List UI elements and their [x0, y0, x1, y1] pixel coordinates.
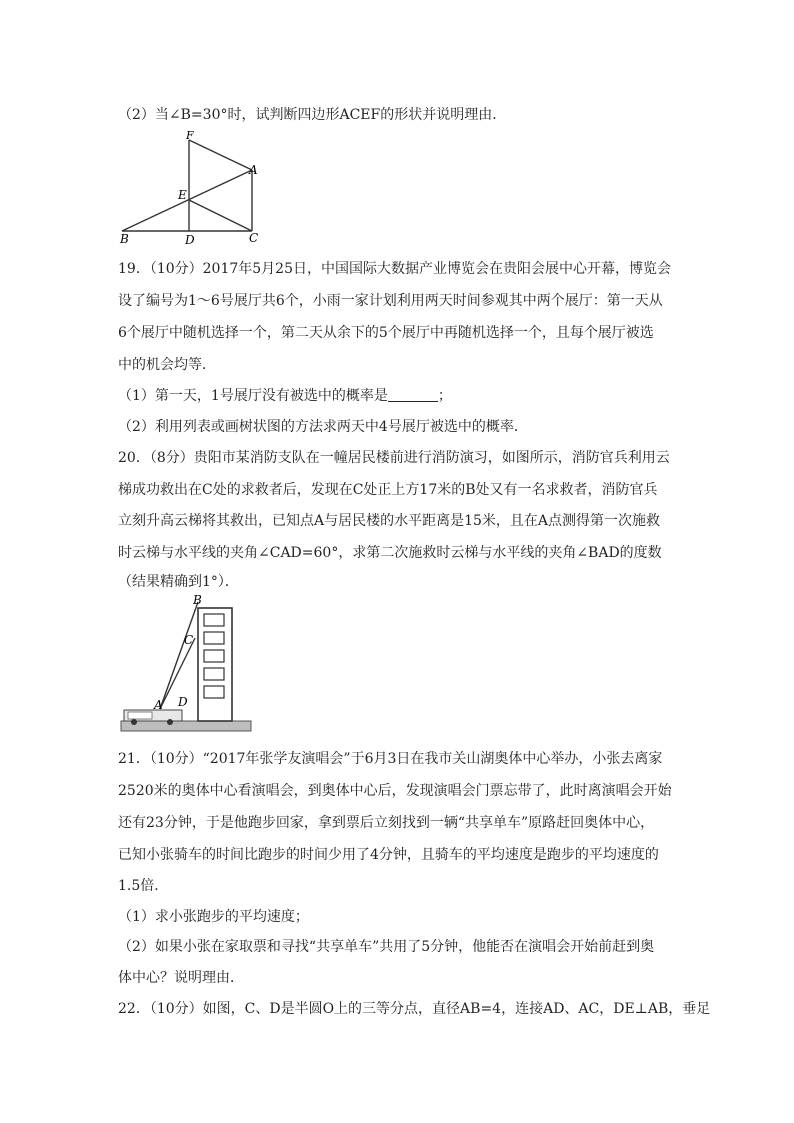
q19-sub2: （2）利用列表或画树状图的方法求两天中4号展厅被选中的概率．	[118, 419, 528, 435]
truck-wheel	[131, 719, 137, 725]
label-b: B	[120, 232, 129, 246]
label-c: C	[249, 231, 259, 245]
q20-line-4: 时云梯与水平线的夹角∠CAD=60°，求第二次施救时云梯与水平线的夹角∠BAD的度数	[118, 545, 662, 561]
q18-part2: （2）当∠B=30°时，试判断四边形ACEF的形状并说明理由．	[118, 107, 507, 123]
label-a: A	[154, 698, 163, 712]
truck-sign	[128, 712, 152, 719]
q19-line-1: 19．（10分）2017年5月25日，中国国际大数据产业博览会在贵阳会展中心开幕，博览会	[118, 261, 671, 277]
q21-line-4: 已知小张骑车的时间比跑步的时间少用了4分钟，且骑车的平均速度是跑步的平均速度的	[118, 847, 659, 863]
q19-line-2: 设了编号为1～6号展厅共6个，小雨一家计划利用两天时间参观其中两个展厅：第一天从	[118, 293, 663, 309]
q20-line-1: 20．（8分）贵阳市某消防支队在一幢居民楼前进行消防演习，如图所示，消防官兵利用云	[118, 450, 670, 466]
q19-sub1-end: ；	[437, 388, 452, 404]
q19-line-3: 6个展厅中随机选择一个，第二天从余下的5个展厅中再随机选择一个，且每个展厅被选	[118, 325, 654, 341]
segment-fa	[189, 140, 252, 170]
q21-sub2-line-1: （2）如果小张在家取票和寻找“共享单车”共用了5分钟，他能否在演唱会开始前赶到奥	[118, 939, 655, 955]
label-e: E	[178, 188, 187, 202]
label-b: B	[193, 594, 202, 607]
q22-line-1: 22．（10分）如图，C、D是半圆O上的三等分点，直径AB=4，连接AD、AC，DE⊥AB，垂足	[118, 1001, 711, 1017]
segment-ec	[189, 200, 252, 231]
answer-blank	[388, 387, 438, 402]
q20-line-5: （结果精确到1°）．	[118, 574, 239, 590]
label-c: C	[184, 633, 194, 647]
q20-line-3: 立刻升高云梯将其救出，已知点A与居民楼的水平距离是15米，且在A点测得第一次施救	[118, 513, 661, 529]
q20-figure	[118, 594, 258, 734]
label-f: F	[186, 129, 194, 142]
label-d: D	[185, 233, 195, 247]
q21-line-1: 21．（10分）“2017年张学友演唱会”于6月3日在我市关山湖奥体中心举办，小张去离家	[118, 751, 663, 767]
q19-sub1-text: （1）第一天，1号展厅没有被选中的概率是	[118, 388, 388, 404]
label-a: A	[249, 163, 258, 177]
building-window	[204, 632, 224, 644]
q19-line-4: 中的机会均等．	[118, 357, 216, 373]
ladder-ab	[160, 602, 198, 709]
q21-line-5: 1.5倍．	[118, 878, 169, 894]
q21-line-3: 还有23分钟，于是他跑步回家，拿到票后立刻找到一辆“共享单车”原路赶回奥体中心，	[118, 815, 655, 831]
building-window	[204, 686, 224, 698]
truck-wheel	[167, 719, 173, 725]
q21-line-2: 2520米的奥体中心看演唱会，到奥体中心后，发现演唱会门票忘带了，此时离演唱会开始	[118, 783, 672, 799]
q19-sub1	[118, 386, 678, 406]
building-window	[204, 668, 224, 680]
building-window	[204, 614, 224, 626]
ground	[121, 721, 251, 731]
building-window	[204, 650, 224, 662]
q18-figure	[112, 128, 272, 248]
label-d: D	[178, 695, 188, 709]
q21-sub1: （1）求小张跑步的平均速度；	[118, 909, 309, 925]
q21-sub2-line-2: 体中心？说明理由．	[118, 970, 244, 986]
q20-line-2: 梯成功救出在C处的求救者后，发现在C处正上方17米的B处又有一名求救者，消防官兵	[118, 482, 658, 498]
